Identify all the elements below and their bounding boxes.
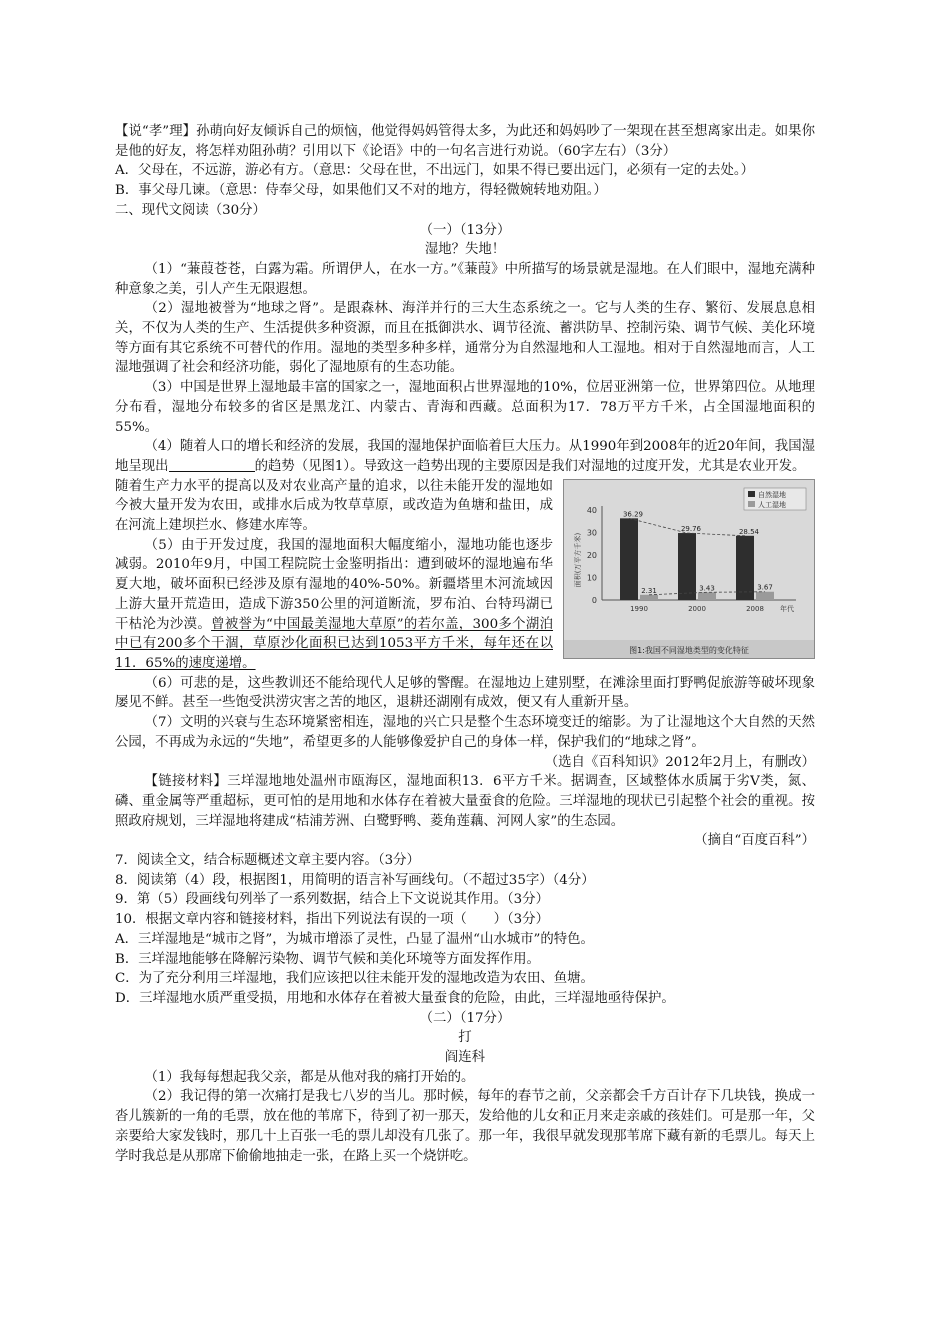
story-paragraph-1: （1）我每每想起我父亲，都是从他对我的痛打开始的。 xyxy=(144,1069,475,1085)
part1-title: 湿地？失地！ xyxy=(424,242,506,258)
y-tick-label: 0 xyxy=(591,595,597,605)
paragraph-5-underlined: 曾被誉为“中国最美湿地大草原”的若尔盖，300多个湖泊中已有200多个干涸，草原沙化面积已达到1053平方千米，每年还在以11．65%的速度递增。 xyxy=(115,616,554,671)
paragraph-6: （6）可悲的是，这些教训还不能给现代人足够的警醒。在湿地边上建别墅，在滩涂里面打野鸭促旅游等破坏现象屡见不鲜。甚至一些饱受洪涝灾害之苦的地区，退耕还湖刚有成效，便又有人重新开垦。 xyxy=(115,675,815,711)
legend-swatch-natural xyxy=(748,491,755,497)
figure-1 xyxy=(563,479,815,659)
x-tick-label: 2008 xyxy=(746,604,764,613)
paragraph-4 xyxy=(115,437,815,476)
figure-wrap xyxy=(115,477,815,674)
bar-natural-2008 xyxy=(736,535,754,599)
question-10-option-d: D．三垟湿地水质严重受损，用地和水体存在着被大量蚕食的危险，由此，三垟湿地亟待保护。 xyxy=(115,990,675,1006)
data-label-natural: 28.54 xyxy=(738,527,760,536)
paragraph-2: （2）湿地被誉为“地球之肾”。是跟森林、海洋并行的三大生态系统之一。它与人类的生存、繁衍、发展息息相关，不仅为人类的生产、生活提供多种资源，而且在抵御洪水、调节径流、蓄洪防旱、控制污染、调节气候、美化环境等方面有其它系统不可替代的作用。湿地的类型多种多样，通常分为自然湿地和人工湿地。相对于自然湿地而言，人工湿地强调了社会和经济功能，弱化了湿地原有的生态功能。 xyxy=(115,301,815,376)
bar-artificial-2000 xyxy=(698,592,716,600)
question-10-option-a: A．三垟湿地是“城市之肾”，为城市增添了灵性，凸显了温州“山水城市”的特色。 xyxy=(115,931,594,947)
answer-blank xyxy=(169,457,255,472)
question-10-option-c: C．为了充分利用三垟湿地，我们应该把以往未能开发的湿地改造为农田、鱼塘。 xyxy=(115,971,594,987)
bar-natural-1990 xyxy=(620,518,638,600)
question-7: 7．阅读全文，结合标题概述文章主要内容。（3分） xyxy=(115,853,420,869)
y-tick-label: 30 xyxy=(586,528,597,538)
data-label-natural: 29.76 xyxy=(680,524,702,533)
paragraph-1: （1）“蒹葭苍苍，白露为霜。所谓伊人，在水一方。”《蒹葭》中所描写的场景就是湿地。在人们眼中，湿地充满种种意象之美，引人产生无限遐想。 xyxy=(115,261,815,297)
y-tick-label: 10 xyxy=(586,573,597,583)
legend-label-natural: 自然湿地 xyxy=(758,490,786,499)
legend-swatch-artificial xyxy=(748,501,755,507)
y-tick-label: 20 xyxy=(586,550,597,560)
legend-label-artificial: 人工湿地 xyxy=(758,500,786,509)
data-label-artificial: 3.67 xyxy=(757,583,773,592)
bar-artificial-1990 xyxy=(640,594,658,599)
question-8: 8．阅读第（4）段，根据图1，用简明的语言补写画线句。（不超过35字）（4分） xyxy=(115,872,595,888)
exam-page xyxy=(115,122,815,1166)
x-tick-label: 2000 xyxy=(688,604,706,613)
question-10-option-b: B．三垟湿地能够在降解污染物、调节气候和美化环境等方面发挥作用。 xyxy=(115,951,540,967)
bar-artificial-2008 xyxy=(756,591,774,599)
part1-label: （一）（13分） xyxy=(419,222,511,238)
question-10: 10．根据文章内容和链接材料，指出下列说法有误的一项（ ）（3分） xyxy=(115,912,549,928)
paragraph-5-text: （5）由于开发过度，我国的湿地面积大幅度缩小，湿地功能也逐步减弱。2010年9月，中国工程院院士金鉴明指出：遭到破坏的湿地遍布华夏大地，破坏面积已经涉及原有湿地的40%-50%。新疆塔里木河流域因上游大量开荒造田，造成下游350公里的河道断流，罗布泊、台特玛湖已干枯沦为沙漠。 xyxy=(115,537,553,632)
paragraph-4-continued: 随着生产力水平的提高以及对农业高产量的追求，以往未能开发的湿地如今被大量开发为农田，或排水后成为牧草草原，或改造为鱼塘和盐田，成在河流上建坝拦水、修建水库等。 xyxy=(115,478,553,534)
y-tick-label: 40 xyxy=(586,505,597,515)
data-label-artificial: 2.31 xyxy=(641,586,657,595)
question-9: 9．第（5）段画线句列举了一系列数据，结合上下文说说其作用。（3分） xyxy=(115,892,549,908)
paragraph-4-end: 的趋势（见图1）。导致这一趋势出现的主要原因是我们对湿地的过度开发，尤其是农业开发。 xyxy=(254,458,806,474)
option-b: B．事父母几谏。（意思：侍奉父母，如果他们又不对的地方，得轻微婉转地劝阻。） xyxy=(115,183,607,199)
x-tick-label: 1990 xyxy=(630,604,648,613)
y-axis-label: 面积(万平方千米) xyxy=(574,532,582,587)
paragraph-7: （7）文明的兴衰与生态环境紧密相连，湿地的兴亡只是整个生态环境变迁的缩影。为了让湿地这个大自然的天然公园，不再成为永远的“失地”，希望更多的人能够像爱护自己的身体一样，保护我们的“地球之肾”。 xyxy=(115,715,815,750)
data-label-artificial: 3.43 xyxy=(699,583,715,592)
chart-caption: 图1:我国不同湿地类型的变化特征 xyxy=(629,645,749,655)
data-label-natural: 36.29 xyxy=(622,510,644,519)
section-heading: 二、现代文阅读（30分） xyxy=(115,202,266,218)
bar-chart xyxy=(564,480,814,658)
x-axis-label: 年代 xyxy=(780,604,794,613)
link-source: （摘自“百度百科”） xyxy=(694,833,815,849)
link-material: 【链接材料】三垟湿地地处温州市瓯海区，湿地面积13．6平方千米。据调查，区域整体水质属于劣Ⅴ类，氮、磷、重金属等严重超标，更可怕的是用地和水体存在着被大量蚕食的危险。三垟湿地的现状已引起整个社会的重视。按照政府规划，三垟湿地将建成“桔浦芳洲、白鹭野鸭、菱角莲藕、河网人家”的生态园。 xyxy=(115,774,815,829)
intro-question: 【说“孝”理】孙萌向好友倾诉自己的烦恼，他觉得妈妈管得太多，为此还和妈妈吵了一架现在甚至想离家出走。如果你是他的好友，将怎样劝阻孙萌？引用以下《论语》中的一句名言进行劝说。（60字左右）（3分） xyxy=(115,124,815,159)
paragraph-3: （3）中国是世界上湿地最丰富的国家之一，湿地面积占世界湿地的10%，位居亚洲第一位，世界第四位。从地理分布看，湿地分布较多的省区是黑龙江、内蒙古、青海和西藏。总面积为17．78万平方千米，占全国湿地面积的55%。 xyxy=(115,380,815,435)
story-paragraph-2: （2）我记得的第一次痛打是我七八岁的当儿。那时候，每年的春节之前，父亲都会千方百计存下几块钱，换成一沓儿簇新的一角的毛票，放在他的苇席下，待到了初一那天，发给他的儿女和正月来走亲戚的孩娃们。可是那一年，父亲要给大家发钱时，那几十上百张一毛的票儿却没有几张了。那一年，我很早就发现那苇席下藏有新的毛票儿。每天上学时我总是从那席下偷偷地抽走一张，在路上买一个烧饼吃。 xyxy=(115,1089,815,1164)
bar-natural-2000 xyxy=(678,533,696,600)
source-note: （选自《百科知识》2012年2月上，有删改） xyxy=(544,754,815,770)
part2-author: 阎连科 xyxy=(444,1050,486,1066)
part2-title: 打 xyxy=(458,1030,472,1046)
option-a: A．父母在，不远游，游必有方。（意思：父母在世，不出远门，如果不得已要出远门，必须有一定的去处。） xyxy=(115,163,755,179)
part2-label: （二）（17分） xyxy=(419,1010,511,1026)
paragraph-4-start: （4）随着人口的增长和经济的发展，我国的湿地保护面临着巨大压力。从1990年到2008年的近20年间，我国湿地呈现出 xyxy=(115,439,815,474)
